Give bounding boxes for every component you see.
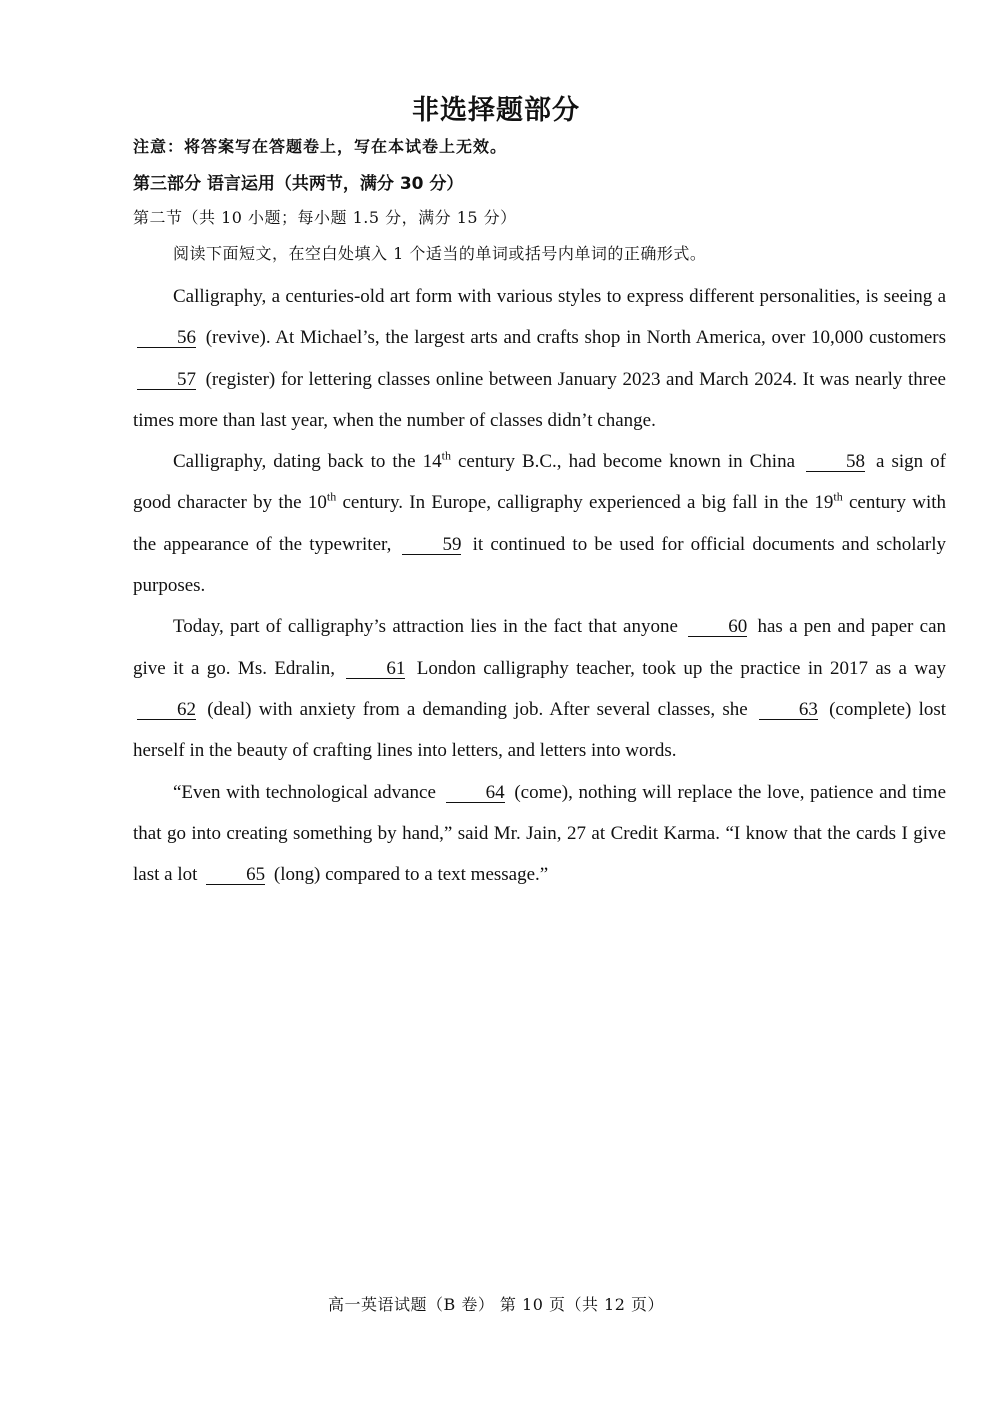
passage-text: century B.C., had become known in China [450,451,796,473]
passage-text: (register) for lettering classes online between January 2023 and March 2024. It was nearly three times more than last year, when the number of classes didn’t change. [133,368,946,431]
passage-text: a sign of good character by the 10 [133,451,947,514]
superscript: th [326,490,337,505]
passage-paragraph-4 [133,772,946,896]
blank-62[interactable]: 62 [137,700,196,720]
passage-paragraph-1 [133,276,946,441]
blank-60[interactable]: 60 [688,617,747,637]
passage-text: (deal) with anxiety from a demanding job. After several classes, she [207,698,748,720]
passage-paragraph-3 [133,606,946,771]
page-title: 非选择题部分 [412,95,580,126]
passage [133,276,946,895]
blank-63[interactable]: 63 [759,700,818,720]
passage-text: has a pen and paper can give it a go. Ms. Edralin, [133,616,947,679]
blank-61[interactable]: 61 [346,659,405,679]
passage-text: Calligraphy, dating back to the 14 [173,451,442,473]
instruction-text: 阅读下面短文，在空白处填入 1 个适当的单词或括号内单词的正确形式。 [173,244,707,263]
blank-57[interactable]: 57 [137,370,196,390]
blank-59[interactable]: 59 [402,535,461,555]
section-heading: 第二节（共 10 小题；每小题 1.5 分，满分 15 分） [133,208,517,227]
passage-text: London calligraphy teacher, took up the practice in 2017 as a way [416,657,947,679]
passage-text: (come), nothing will replace the love, patience and time that go into creating something by hand,” said Mr. Jain, 27 at Credit Karma. “I know that the cards I give last a lot [133,781,947,886]
blank-64[interactable]: 64 [446,783,505,803]
superscript: th [441,448,451,463]
passage-text: (long) compared to a text message.” [273,864,549,886]
passage-text: it continued to be used for official documents and scholarly purposes. [133,533,947,597]
superscript: th [833,490,843,505]
notice-text: 注意：将答案写在答题卷上，写在本试卷上无效。 [133,137,508,156]
blank-65[interactable]: 65 [206,865,265,885]
passage-text: Today, part of calligraphy’s attraction lies in the fact that anyone [173,616,678,638]
blank-58[interactable]: 58 [806,452,865,472]
part-heading: 第三部分 语言运用（共两节，满分 30 分） [133,174,464,194]
passage-text: (revive). At Michael’s, the largest arts and crafts shop in North America, over 10,000 customers [205,327,946,349]
passage-text: century with the appearance of the typewriter, [133,492,947,555]
passage-text: century. In Europe, calligraphy experienced a big fall in the 19 [336,492,834,514]
passage-text: (complete) lost herself in the beauty of crafting lines into letters, and letters into words. [133,698,947,762]
passage-text: Calligraphy, a centuries-old art form with various styles to express different personalities, is seeing a [173,286,946,307]
passage-text: “Even with technological advance [173,781,436,803]
passage-paragraph-2 [133,441,946,606]
blank-56[interactable]: 56 [137,328,196,348]
page-footer: 高一英语试题（B 卷） 第 10 页（共 12 页） [328,1295,664,1314]
